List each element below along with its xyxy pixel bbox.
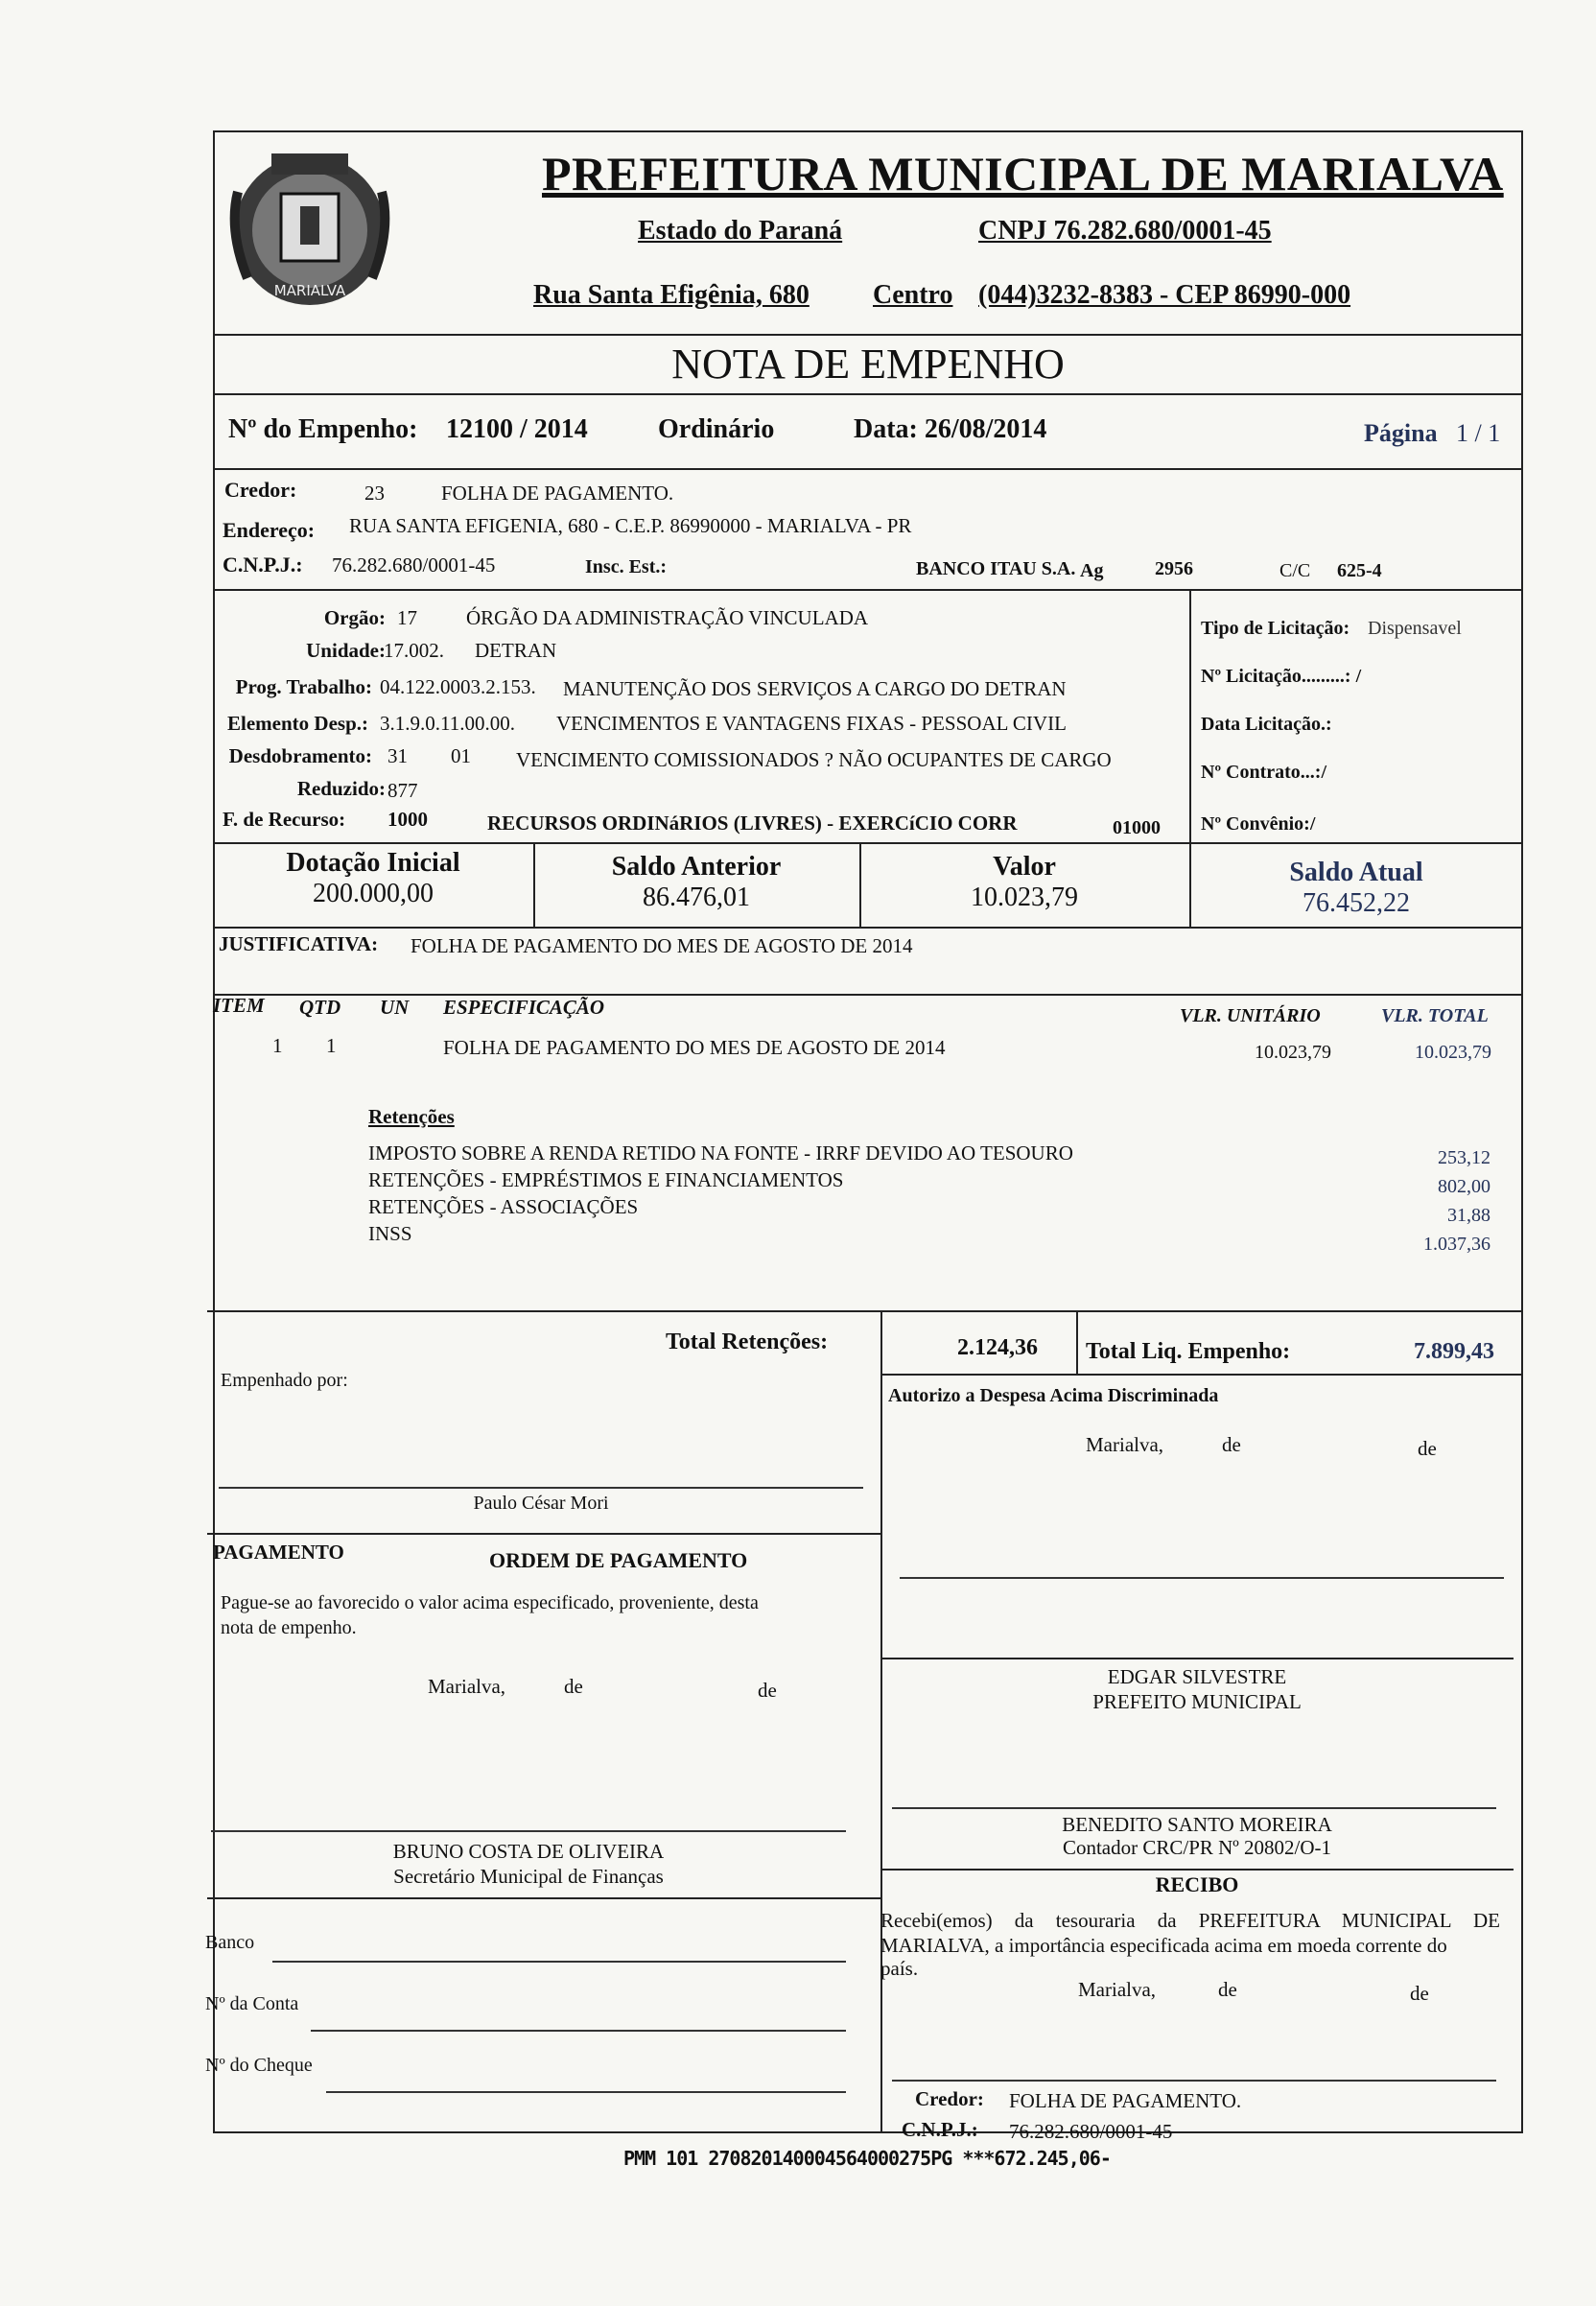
retencao-value-3: 31,88	[1447, 1205, 1490, 1226]
row-qtd: 1	[326, 1034, 337, 1057]
total-liquido-label: Total Liq. Empenho:	[1086, 1339, 1291, 1364]
retencao-value-2: 802,00	[1438, 1176, 1490, 1197]
retencao-value-4: 1.037,36	[1423, 1234, 1490, 1255]
retencao-desc-4: INSS	[368, 1222, 412, 1245]
secretario-name: BRUNO COSTA DE OLIVEIRA	[392, 1840, 665, 1863]
licitacao-type-label: Tipo de Licitação:	[1201, 618, 1350, 639]
desdobramento-sub: 01	[451, 744, 471, 767]
col-total: VLR. TOTAL	[1381, 1005, 1489, 1026]
municipal-seal	[219, 134, 401, 326]
credor-address: RUA SANTA EFIGENIA, 680 - C.E.P. 86990000 - MARIALVA - PR	[349, 514, 912, 537]
recibo-de-1: de	[1218, 1978, 1237, 2001]
prog-label: Prog. Trabalho:	[235, 675, 372, 698]
header-address: Rua Santa Efigênia, 680	[533, 280, 810, 310]
pagamento-text-1: Pague-se ao favorecido o valor acima especificado, proveniente, desta	[221, 1592, 759, 1613]
cheque-field[interactable]	[326, 2091, 846, 2093]
elemento-name: VENCIMENTOS E VANTAGENS FIXAS - PESSOAL CIVIL	[556, 712, 1067, 735]
licitacao-number: Nº Licitação.........: /	[1201, 666, 1362, 687]
col-un: UN	[380, 996, 410, 1019]
contador-role: Contador CRC/PR Nº 20802/O-1	[1062, 1836, 1332, 1859]
reduzido-label: Reduzido:	[296, 777, 386, 800]
pagamento-text-2: nota de empenho.	[221, 1617, 357, 1638]
credor-name: FOLHA DE PAGAMENTO.	[441, 482, 674, 505]
seal-text: MARIALVA	[273, 282, 346, 299]
autorizo-label: Autorizo a Despesa Acima Discriminada	[888, 1385, 1219, 1406]
empenho-number: 12100 / 2014	[446, 414, 588, 444]
recibo-city: Marialva,	[1078, 1978, 1157, 2001]
page-number: 1 / 1	[1456, 419, 1501, 447]
agency-number: 2956	[1155, 558, 1193, 579]
empenho-type: Ordinário	[658, 414, 775, 444]
header-phone-cep: (044)3232-8383 - CEP 86990-000	[978, 280, 1351, 310]
licitacao-date: Data Licitação.:	[1201, 714, 1332, 735]
recurso-code: 1000	[387, 808, 428, 831]
reduzido-value: 877	[387, 779, 418, 802]
autorizo-de-1: de	[1222, 1433, 1241, 1456]
row-unit: 10.023,79	[1255, 1042, 1331, 1063]
dotacao-value: 200.000,00	[313, 879, 434, 908]
valor-value: 10.023,79	[971, 882, 1078, 912]
ordem-pagamento-title: ORDEM DE PAGAMENTO	[489, 1548, 748, 1572]
cheque-label: Nº do Cheque	[205, 2055, 313, 2076]
elemento-code: 3.1.9.0.11.00.00.	[380, 712, 515, 735]
account-number: 625-4	[1337, 560, 1382, 581]
total-liquido-value: 7.899,43	[1414, 1339, 1494, 1364]
credor-cnpj: 76.282.680/0001-45	[332, 553, 496, 576]
retencao-desc-2: RETENÇÕES - EMPRÉSTIMOS E FINANCIAMENTOS	[368, 1168, 844, 1191]
saldo-anterior-label: Saldo Anterior	[611, 852, 782, 882]
recibo-de-2: de	[1410, 1982, 1429, 2005]
recibo-cnpj: 76.282.680/0001-45	[1009, 2120, 1173, 2143]
banco-field[interactable]	[272, 1961, 846, 1963]
total-retencoes-value: 2.124,36	[957, 1335, 1038, 1360]
pagamento-de-1: de	[564, 1675, 583, 1698]
orgao-code: 17	[397, 606, 417, 629]
elemento-label: Elemento Desp.:	[227, 712, 368, 735]
orgao-label: Orgão:	[323, 606, 386, 629]
retencoes-title: Retenções	[368, 1105, 455, 1128]
pagamento-de-2: de	[758, 1679, 777, 1702]
document-title: NOTA DE EMPENHO	[671, 341, 1065, 388]
retencao-desc-3: RETENÇÕES - ASSOCIAÇÕES	[368, 1195, 639, 1218]
col-espec: ESPECIFICAÇÃO	[443, 996, 605, 1019]
prefeito-role: PREFEITO MUNICIPAL	[1092, 1690, 1302, 1713]
credor-label: Credor:	[224, 478, 297, 502]
conta-field[interactable]	[311, 2030, 846, 2032]
page-label: Página	[1364, 419, 1438, 447]
recibo-credor-name: FOLHA DE PAGAMENTO.	[1009, 2089, 1242, 2112]
recibo-credor-label: Credor:	[915, 2087, 984, 2110]
retencao-value-1: 253,12	[1438, 1147, 1490, 1168]
row-espec: FOLHA DE PAGAMENTO DO MES DE AGOSTO DE 2014	[443, 1036, 946, 1059]
contador-name: BENEDITO SANTO MOREIRA	[1062, 1813, 1332, 1836]
credor-code: 23	[364, 482, 385, 505]
header-state: Estado do Paraná	[638, 216, 843, 246]
col-unit: VLR. UNITÁRIO	[1180, 1005, 1321, 1026]
retencao-desc-1: IMPOSTO SOBRE A RENDA RETIDO NA FONTE - IRRF DEVIDO AO TESOURO	[368, 1141, 1073, 1165]
banco-label: Banco	[205, 1932, 255, 1953]
recibo-line-3: país.	[880, 1957, 919, 1980]
dotacao-label: Dotação Inicial	[286, 848, 460, 878]
col-qtd: QTD	[299, 996, 341, 1019]
conta-label: Nº da Conta	[205, 1993, 299, 2014]
recibo-title: RECIBO	[1155, 1872, 1239, 1896]
recibo-cnpj-label: C.N.P.J.:	[902, 2118, 978, 2141]
recibo-line-1: Recebi(emos) da tesouraria da PREFEITURA MUNICIPAL DE	[880, 1909, 1500, 1932]
cnpj-label: C.N.P.J.:	[223, 553, 303, 576]
address-label: Endereço:	[223, 518, 316, 542]
autorizo-city: Marialva,	[1086, 1433, 1164, 1456]
prog-name: MANUTENÇÃO DOS SERVIÇOS A CARGO DO DETRAN	[563, 677, 1067, 700]
total-retencoes-label: Total Retenções:	[666, 1329, 829, 1354]
orgao-name: ÓRGÃO DA ADMINISTRAÇÃO VINCULADA	[466, 606, 869, 629]
header-district: Centro	[873, 280, 953, 310]
licitacao-type-value: Dispensavel	[1368, 618, 1462, 639]
header-cnpj: CNPJ 76.282.680/0001-45	[978, 216, 1272, 246]
prefeito-name: EDGAR SILVESTRE	[1107, 1665, 1287, 1688]
agency-label: Ag	[1080, 560, 1104, 581]
saldo-anterior-value: 86.476,01	[643, 882, 750, 912]
desdobramento-code: 31	[387, 744, 408, 767]
pagamento-label: PAGAMENTO	[213, 1541, 344, 1564]
pagamento-city: Marialva,	[428, 1675, 506, 1698]
convenio-number: Nº Convênio:/	[1201, 813, 1316, 835]
valor-label: Valor	[993, 852, 1056, 882]
desdobramento-name: VENCIMENTO COMISSIONADOS ? NÃO OCUPANTES DE CARGO	[516, 748, 1112, 771]
col-item: ITEM	[213, 994, 265, 1017]
recibo-line-2: MARIALVA, a importância especificada acima em moeda corrente do	[880, 1934, 1447, 1957]
contrato-number: Nº Contrato...:/	[1201, 762, 1327, 783]
saldo-atual-label: Saldo Atual	[1289, 858, 1423, 887]
recurso-name: RECURSOS ORDINáRIOS (LIVRES) - EXERCíCIO CORR	[487, 812, 1018, 835]
autorizo-de-2: de	[1418, 1437, 1437, 1460]
justificativa-text: FOLHA DE PAGAMENTO DO MES DE AGOSTO DE 2014	[411, 934, 913, 957]
unidade-label: Unidade:	[306, 639, 386, 662]
secretario-role: Secretário Municipal de Finanças	[393, 1865, 664, 1888]
empenho-date: Data: 26/08/2014	[854, 414, 1047, 444]
unidade-name: DETRAN	[475, 639, 557, 662]
row-item: 1	[272, 1034, 283, 1057]
desdobramento-label: Desdobramento:	[228, 744, 372, 767]
prog-code: 04.122.0003.2.153.	[380, 675, 536, 698]
bank-name: BANCO ITAU S.A.	[916, 558, 1076, 579]
header-title: PREFEITURA MUNICIPAL DE MARIALVA	[542, 147, 1504, 200]
empenhado-label: Empenhado por:	[221, 1370, 348, 1391]
saldo-atual-value: 76.452,22	[1303, 888, 1410, 918]
insc-label: Insc. Est.:	[585, 556, 668, 577]
justificativa-label: JUSTIFICATIVA:	[219, 932, 379, 955]
recurso-label: F. de Recurso:	[223, 808, 346, 831]
account-label: C/C	[1279, 560, 1311, 581]
row-total: 10.023,79	[1415, 1042, 1491, 1063]
recurso-code-2: 01000	[1113, 817, 1161, 838]
empenho-label: Nº do Empenho:	[228, 414, 418, 444]
footer-code: PMM 101 270820140004564000275PG ***672.245,06-	[623, 2147, 1111, 2170]
empenhado-name: Paulo César Mori	[473, 1493, 609, 1514]
unidade-code: 17.002.	[384, 639, 444, 662]
